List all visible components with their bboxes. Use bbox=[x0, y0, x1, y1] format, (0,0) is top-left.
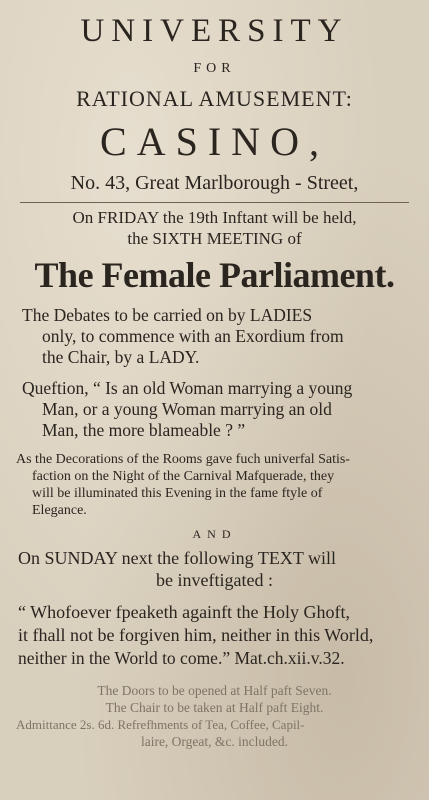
sunday-paragraph bbox=[14, 547, 415, 591]
debates-line-2: only, to commence with an Exordium from bbox=[42, 326, 344, 346]
divider-rule bbox=[20, 202, 409, 203]
event-title: The Female Parliament. bbox=[34, 255, 395, 295]
scripture-paragraph bbox=[14, 601, 415, 670]
footer-line-4: laire, Orgeat, &c. included. bbox=[140, 734, 289, 749]
debates-line-1: The Debates to be carried on by LADIES bbox=[22, 305, 313, 325]
footer-line-2: The Chair to be taken at Half paft Eight. bbox=[105, 700, 324, 715]
address-line: No. 43, Great Marlborough - Street, bbox=[70, 172, 359, 194]
debates-paragraph bbox=[14, 305, 415, 368]
question-paragraph bbox=[14, 378, 415, 441]
question-line-1: Queftion, “ Is an old Woman marrying a young bbox=[22, 378, 353, 398]
decorations-line-3: will be illuminated this Evening in the fame ftyle of bbox=[32, 486, 323, 501]
heading-for: FOR bbox=[193, 61, 236, 76]
debates-line-3: the Chair, by a LADY. bbox=[42, 347, 200, 367]
heading-rational-amusement: RATIONAL AMUSEMENT: bbox=[76, 86, 353, 111]
sunday-line-1: On SUNDAY next the following TEXT will bbox=[18, 548, 336, 568]
question-line-3: Man, the more blameable ? ” bbox=[42, 420, 246, 440]
heading-casino: CASINO, bbox=[100, 119, 329, 164]
decorations-line-4: Elegance. bbox=[32, 503, 87, 518]
scripture-line-2: it fhall not be forgiven him, neither in this World, bbox=[18, 625, 374, 645]
question-line-2: Man, or a young Woman marrying an old bbox=[42, 399, 332, 419]
heading-university: UNIVERSITY bbox=[80, 13, 349, 49]
decorations-line-1: As the Decorations of the Rooms gave fuch univerfal Satis- bbox=[16, 452, 350, 467]
announcement-line-1: On FRIDAY the 19th Inftant will be held, bbox=[72, 208, 357, 227]
footer-line-3: Admittance 2s. 6d. Refrefhments of Tea, Coffee, Capil- bbox=[16, 717, 305, 732]
decorations-line-2: faction on the Night of the Carnival Mafquerade, they bbox=[32, 469, 335, 484]
decorations-paragraph bbox=[14, 451, 415, 519]
and-label: AND bbox=[192, 527, 237, 541]
announcement-line-2: the SIXTH MEETING of bbox=[127, 229, 302, 248]
footer-notes bbox=[14, 682, 415, 750]
sunday-line-2: be inveftigated : bbox=[156, 570, 273, 590]
footer-line-1: The Doors to be opened at Half paft Seven. bbox=[97, 683, 332, 698]
scripture-line-3: neither in the World to come.” Mat.ch.xii.v.32. bbox=[18, 648, 345, 668]
scripture-line-1: “ Whofoever fpeaketh againft the Holy Ghoft, bbox=[18, 602, 351, 622]
